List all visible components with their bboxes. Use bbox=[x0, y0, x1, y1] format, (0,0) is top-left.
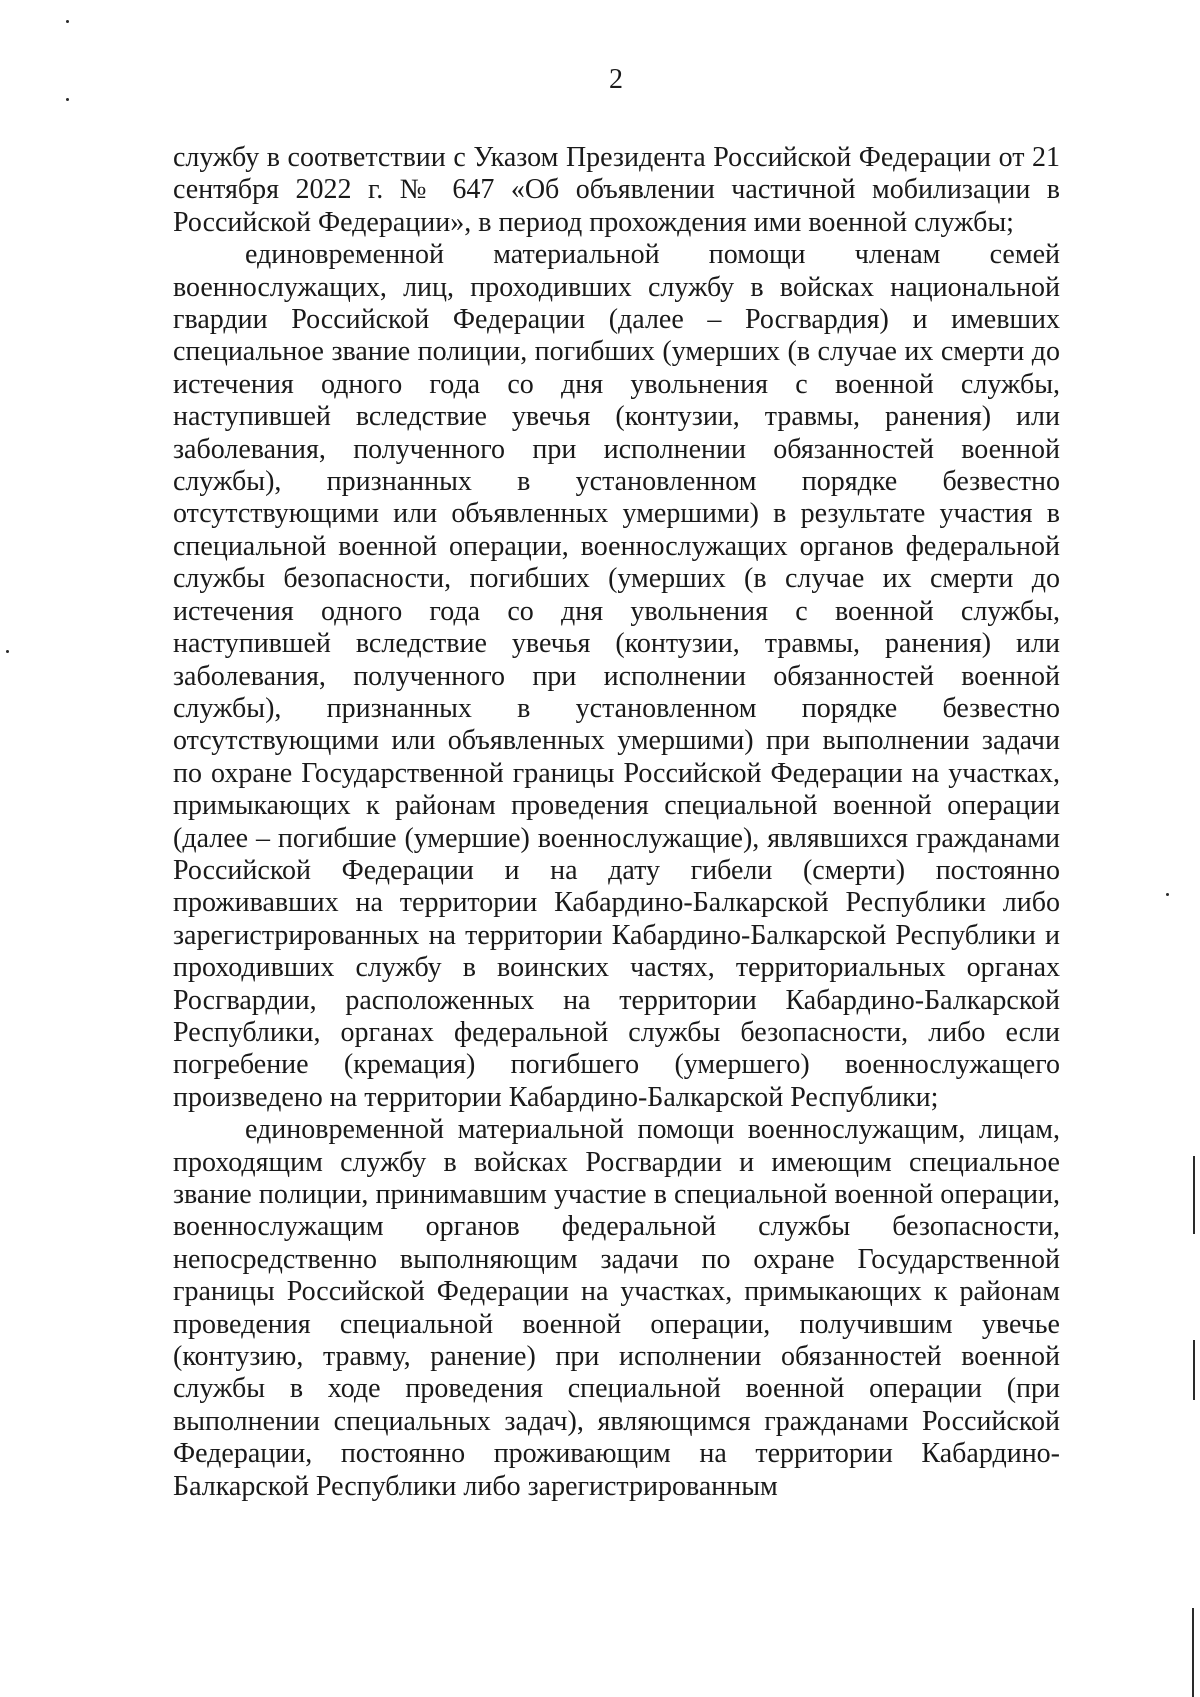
scan-artifact-dot bbox=[1166, 893, 1169, 896]
scan-artifact-line bbox=[1192, 1608, 1194, 1697]
scan-artifact-dot bbox=[66, 98, 69, 101]
scan-artifact-line bbox=[1193, 1340, 1195, 1400]
paragraph-family-assistance: единовременной материальной помощи членам семей военнослужащих, лиц, проходивших службу в войсках национальной гвардии Российской Федерации (далее – Росгвардия) и имевших специальное звание полиции, погибших (умерших (в случае их смерти до истечения одного года со дня увольнения с военной службы, наступившей вследствие увечья (контузии, травмы, ранения) или заболевания, полученного при исполнении обязанностей военной службы), признанных в установленном порядке безвестно отсутствующими или объявленных умершими) в результате участия в специальной военной операции, военнослужащих органов федеральной службы безопасности, погибших (умерших (в случае их смерти до истечения одного года со дня увольнения с военной службы, наступившей вследствие увечья (контузии, травмы, ранения) или заболевания, полученного при исполнении обязанностей военной службы), признанных в установленном порядке безвестно отсутствующими или объявленных умершими) при выполнении задачи по охране Государственной границы Российской Федерации на участках, примыкающих к районам проведения специальной военной операции (далее – погибшие (умершие) военнослужащие), являвшихся гражданами Российской Федерации и на дату гибели (смерти) постоянно проживавших на территории Кабардино-Балкарской Республики либо зарегистрированных на территории Кабардино-Балкарской Республики и проходивших службу в воинских частях, территориальных органах Росгвардии, расположенных на территории Кабардино-Балкарской Республики, органах федеральной службы безопасности, либо если погребение (кремация) погибшего (умершего) военнослужащего произведено на территории Кабардино-Балкарской Республики; bbox=[173, 239, 1060, 1113]
paragraph-injury-assistance: единовременной материальной помощи военнослужащим, лицам, проходящим службу в войсках Росгвардии и имеющим специальное звание полиции, принимавшим участие в специальной военной операции, военнослужащим органов федеральной службы безопасности, непосредственно выполняющим задачи по охране Государственной границы Российской Федерации на участках, примыкающих к районам проведения специальной военной операции, получившим увечье (контузию, травму, ранение) при исполнении обязанностей военной службы в ходе проведения специальной военной операции (при выполнении специальных задач), являющимся гражданами Российской Федерации, постоянно проживающим на территории Кабардино-Балкарской Республики либо зарегистрированным bbox=[173, 1114, 1060, 1502]
page-number: 2 bbox=[609, 64, 623, 95]
paragraph-continuation: службу в соответствии с Указом Президента Российской Федерации от 21 сентября 2022 г. № 647 «Об объявлении частичной мобилизации в Российской Федерации», в период прохождения ими военной службы; bbox=[173, 142, 1060, 238]
scan-artifact-dot bbox=[6, 650, 9, 653]
scan-artifact-dot bbox=[66, 20, 69, 23]
scan-artifact-line bbox=[1193, 1156, 1195, 1234]
document-body bbox=[173, 142, 1060, 1503]
